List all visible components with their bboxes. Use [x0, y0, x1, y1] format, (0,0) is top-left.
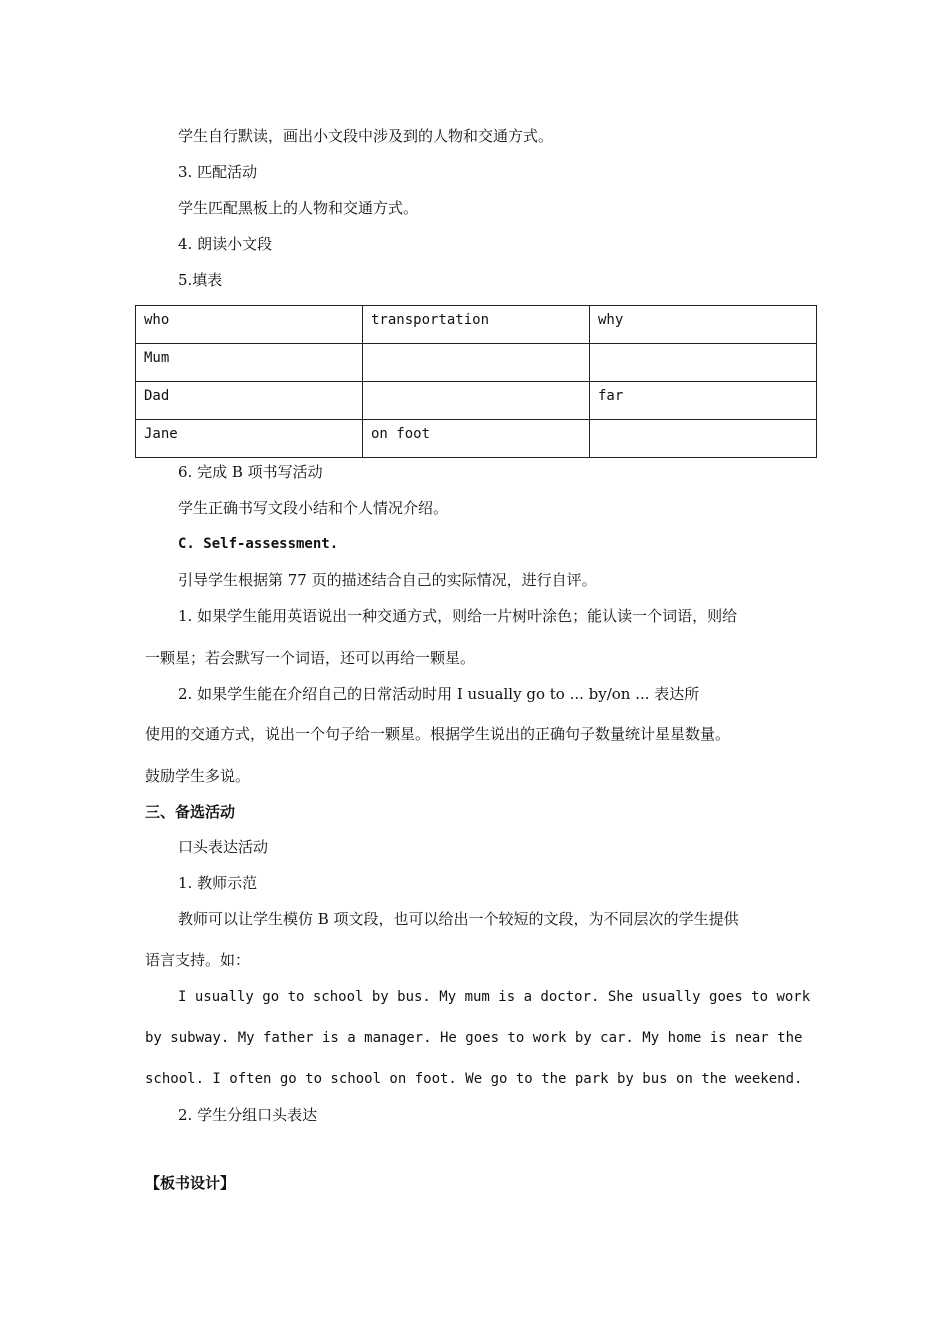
self-assessment-heading: C. Self-assessment. [178, 536, 339, 552]
step-teacher-demo: 1. 教师示范 [178, 874, 258, 892]
board-design-heading: 【板书设计】 [145, 1174, 236, 1192]
paragraph-writing: 学生正确书写文段小结和个人情况介绍。 [178, 499, 449, 517]
step-fill-table: 5.填表 [178, 271, 223, 289]
table-cell [590, 420, 817, 458]
example-text-line-2: by subway. My father is a manager. He goes to work by car. My home is near the [145, 1030, 803, 1046]
example-text-line-1: I usually go to school by bus. My mum is a doctor. She usually goes to work [178, 989, 811, 1005]
table-row [136, 382, 817, 420]
step-writing: 6. 完成 B 项书写活动 [178, 463, 323, 481]
section-three-heading: 三、备选活动 [145, 803, 236, 821]
table-cell: on foot [363, 420, 590, 458]
table-cell [363, 344, 590, 382]
table-row [136, 344, 817, 382]
step-group-oral: 2. 学生分组口头表达 [178, 1106, 318, 1124]
table-cell [363, 382, 590, 420]
paragraph-matching: 学生匹配黑板上的人物和交通方式。 [178, 199, 419, 217]
oral-activity-title: 口头表达活动 [178, 838, 269, 856]
table-header-row [136, 306, 817, 344]
table-row [136, 420, 817, 458]
assessment-item-2-line-2: 使用的交通方式，说出一个句子给一颗星。根据学生说出的正确句子数量统计星星数量。 [145, 725, 731, 743]
table-header-cell: who [136, 306, 363, 344]
assessment-item-1-line-1: 1. 如果学生能用英语说出一种交通方式，则给一片树叶涂色；能认读一个词语，则给 [178, 607, 738, 625]
table-cell: Jane [136, 420, 363, 458]
table-cell: far [590, 382, 817, 420]
example-text-line-3: school. I often go to school on foot. We go to the park by bus on the weekend. [145, 1071, 803, 1087]
paragraph-silent-reading: 学生自行默读，画出小文段中涉及到的人物和交通方式。 [178, 127, 554, 145]
assessment-item-2-line-1: 2. 如果学生能在介绍自己的日常活动时用 I usually go to ... by/on ... 表达所 [178, 685, 700, 703]
teacher-demo-line-1: 教师可以让学生模仿 B 项文段，也可以给出一个较短的文段，为不同层次的学生提供 [178, 910, 739, 928]
assessment-item-1-line-2: 一颗星；若会默写一个词语，还可以再给一颗星。 [145, 649, 476, 667]
table-cell [590, 344, 817, 382]
self-assessment-intro: 引导学生根据第 77 页的描述结合自己的实际情况，进行自评。 [178, 571, 597, 589]
table-cell: Dad [136, 382, 363, 420]
step-read-aloud: 4. 朗读小文段 [178, 235, 273, 253]
teacher-demo-line-2: 语言支持。如： [145, 951, 251, 969]
table-header-cell: transportation [363, 306, 590, 344]
fill-in-table [135, 305, 817, 458]
table-cell: Mum [136, 344, 363, 382]
assessment-item-2-line-3: 鼓励学生多说。 [145, 767, 251, 785]
step-matching: 3. 匹配活动 [178, 163, 258, 181]
table-header-cell: why [590, 306, 817, 344]
